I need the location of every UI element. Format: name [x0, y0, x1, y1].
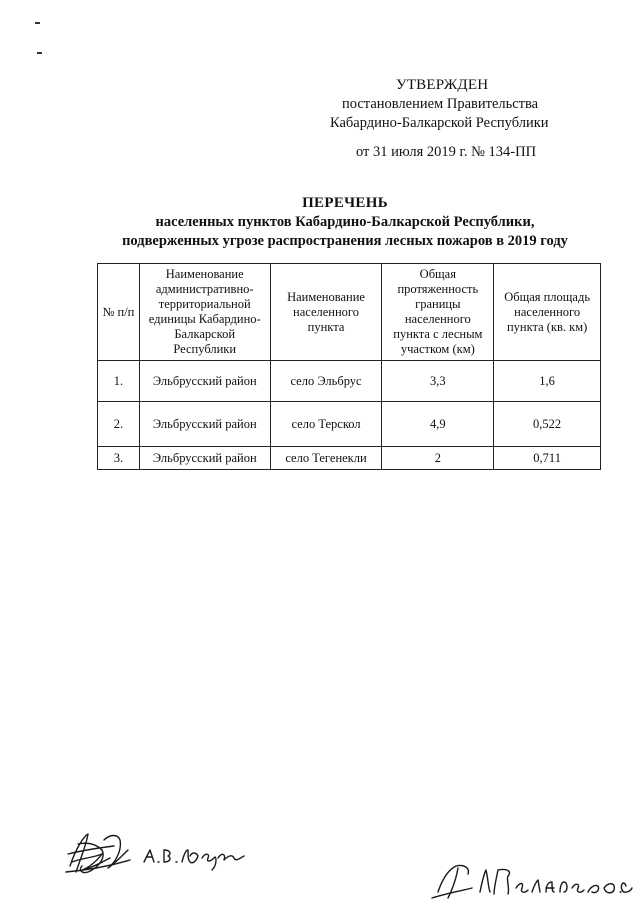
- approval-government: Кабардино-Балкарской Республики: [330, 115, 549, 131]
- header-settlement: Наименование населенного пункта: [270, 264, 382, 361]
- header-border-length: Общая протяженность границы населенного пункта с лесным участком (км): [382, 264, 494, 361]
- cell-area: 1,6: [494, 361, 601, 402]
- title-subject: населенных пунктов Кабардино-Балкарской Республики,: [155, 214, 535, 230]
- header-number: № п/п: [98, 264, 140, 361]
- approval-decree: постановлением Правительства: [342, 96, 539, 112]
- cell-admin-unit: Эльбрусский район: [139, 402, 270, 447]
- approval-stamp: [300, 76, 600, 162]
- table-row: [98, 447, 601, 470]
- cell-settlement: село Тегенекли: [270, 447, 382, 470]
- cell-admin-unit: Эльбрусский район: [139, 447, 270, 470]
- scan-speck: [35, 22, 40, 24]
- approval-date-number: от 31 июля 2019 г. № 134-ПП: [356, 144, 537, 160]
- title-heading: ПЕРЕЧЕНЬ: [302, 195, 388, 211]
- table-row: [98, 361, 601, 402]
- document-title: [60, 194, 630, 251]
- signature-right: [428, 858, 638, 904]
- scan-speck: [37, 52, 42, 54]
- table-row: [98, 402, 601, 447]
- approval-heading: УТВЕРЖДЕН: [396, 77, 489, 93]
- cell-border-length: 3,3: [382, 361, 494, 402]
- cell-settlement: село Терскол: [270, 402, 382, 447]
- header-admin-unit: Наименование административно-территориальной единицы Кабардино-Балкарской Республики: [139, 264, 270, 361]
- title-scope: подверженных угрозе распространения лесных пожаров в 2019 году: [122, 233, 568, 249]
- signature-left: [58, 828, 258, 878]
- cell-border-length: 2: [382, 447, 494, 470]
- cell-admin-unit: Эльбрусский район: [139, 361, 270, 402]
- cell-area: 0,711: [494, 447, 601, 470]
- cell-area: 0,522: [494, 402, 601, 447]
- settlements-table: [97, 263, 601, 470]
- cell-border-length: 4,9: [382, 402, 494, 447]
- cell-number: 2.: [98, 402, 140, 447]
- header-area: Общая площадь населенного пункта (кв. км): [494, 264, 601, 361]
- cell-number: 3.: [98, 447, 140, 470]
- table-header-row: [98, 264, 601, 361]
- cell-number: 1.: [98, 361, 140, 402]
- cell-settlement: село Эльбрус: [270, 361, 382, 402]
